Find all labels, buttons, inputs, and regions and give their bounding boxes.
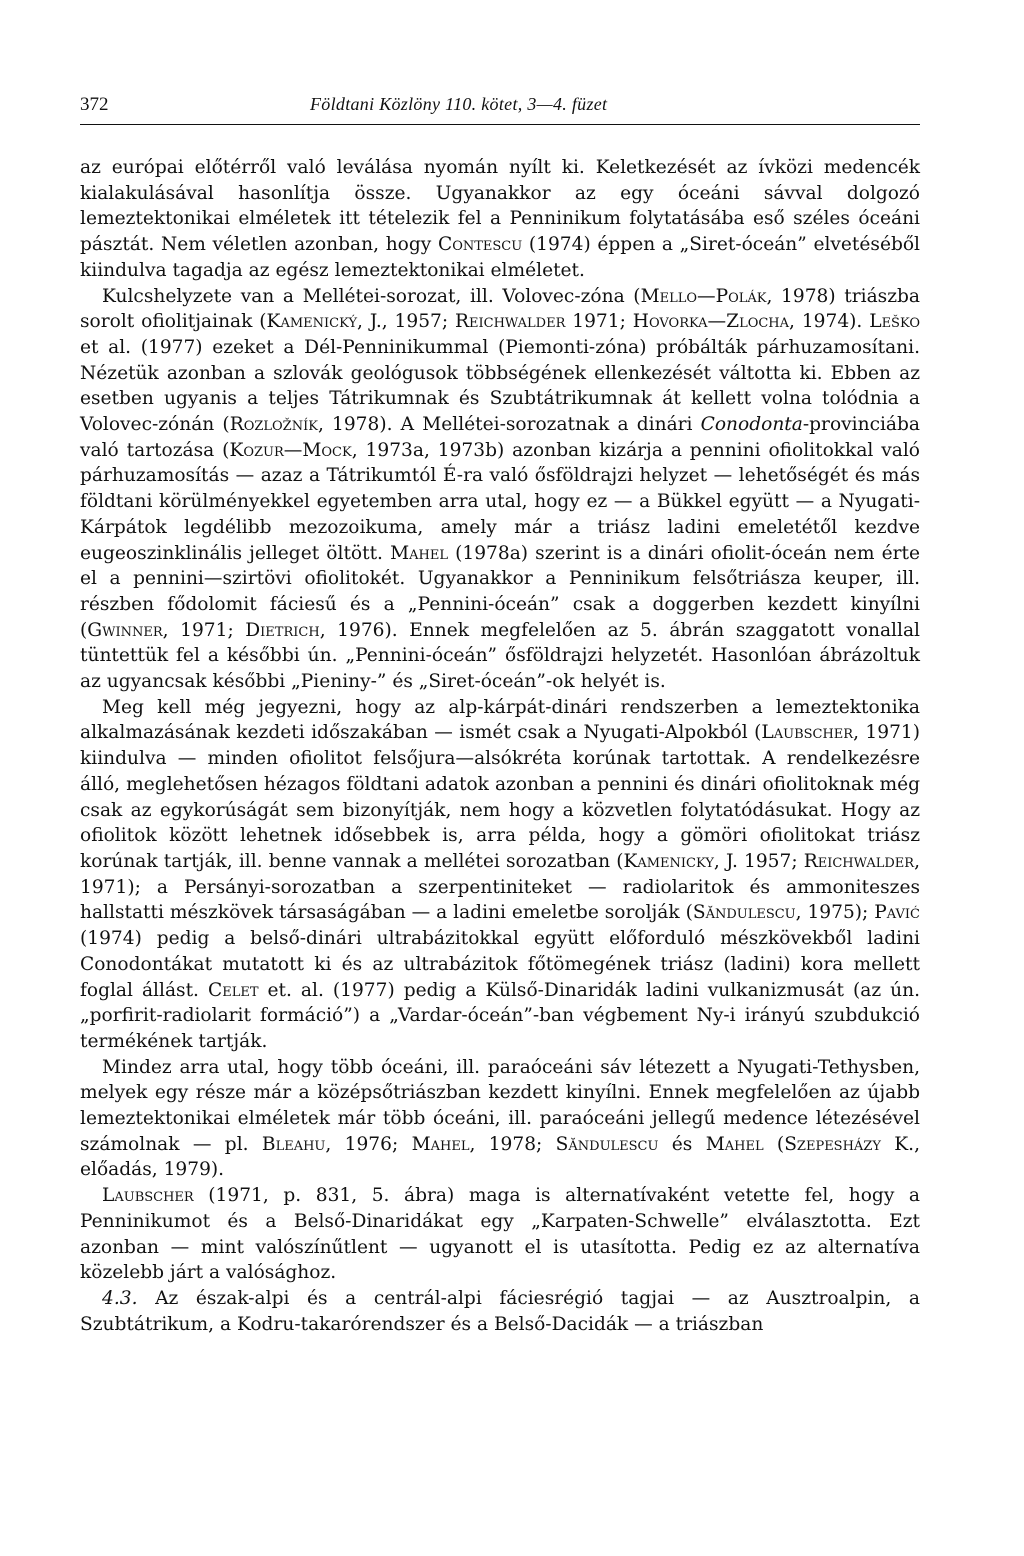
author-name: Szepesházy xyxy=(784,1133,881,1155)
text-run: az európai előtérről való leválása nyomán nyílt ki. Keletkezését az ívközi medencék kialakulásával hasonlítja össze. Ugyanakkor az egy óceáni sávval dolgozó lemeztektonikai elméletek itt tételezik fel a Penninikum folytatásába eső széles óceáni pásztát. Nem véletlen azonban, hogy xyxy=(80,157,920,256)
text-run: , 1976). Ennek megfelelően az 5. ábrán szaggatott vonallal tüntettük fel a későbbi ún. „Pennini-óceán” ősföldrajzi helyzetét. Hasonlóan ábrázoltuk az ugyancsak későbbi „Pieniny-” és „Siret-óceán”-ok helyét is. xyxy=(80,619,920,693)
running-title: Földtani Közlöny 110. kötet, 3—4. füzet xyxy=(310,94,608,114)
author-name: Leško xyxy=(869,311,920,333)
text-run: -provinciába való tartozása ( xyxy=(80,414,921,461)
author-name: Reichwalder xyxy=(803,850,915,872)
author-name: Mello—Polák xyxy=(640,285,767,307)
text-run: K., előadás, 1979). xyxy=(80,1133,920,1181)
author-name: Mahel xyxy=(705,1133,764,1155)
paragraph xyxy=(80,1286,920,1337)
author-name: Mahel xyxy=(390,542,448,564)
paragraph xyxy=(80,1183,920,1286)
page-header xyxy=(80,94,920,124)
body-text xyxy=(80,155,920,1337)
paragraph xyxy=(80,284,920,695)
text-run: (1974) éppen a „Siret-óceán” elvetéséből kiindulva tagadja az egész lemeztektonikai elméletet. xyxy=(80,234,920,281)
author-name: Laubscher xyxy=(761,722,854,744)
text-run: , 1978; xyxy=(469,1133,556,1155)
text-run: Kulcshelyzete van a Mellétei-sorozat, ill. Volovec-zóna ( xyxy=(102,285,641,307)
text-run: ( xyxy=(763,1133,785,1155)
author-name: Hovorka—Zlocha xyxy=(632,311,790,333)
author-name: Bleahu xyxy=(261,1133,326,1155)
paragraph xyxy=(80,1055,920,1184)
text-run: , 1976; xyxy=(325,1133,412,1155)
text-run: Meg kell még jegyezni, hogy az alp-kárpát-dinári rendszerben a lemeztektonika alkalmazásának kezdeti időszakában — ismét csak a Nyugati-Alpokból ( xyxy=(80,696,920,744)
author-name: Kamenicky, J. xyxy=(623,850,738,872)
author-name: Pavić xyxy=(874,902,920,924)
text-run: , 1971; xyxy=(162,619,246,641)
text-run: Az észak-alpi és a centrál-alpi fáciesrégió tagjai — az Ausztroalpin, a Szubtátrikum, a Kodru-takarórendszer és a Belső-Dacidák — a triászban xyxy=(80,1287,920,1335)
text-run: 1957; xyxy=(737,850,804,872)
italic-text: Conodonta xyxy=(700,414,803,436)
text-run: , 1957; xyxy=(381,311,456,333)
author-name: Kozur—Mock xyxy=(229,439,352,461)
text-run: , 1973a, 1973b) azonban kizárja a pennini ofiolitokkal való párhuzamosítás — azaz a Tátrikumtól É-ra való ősföldrajzi helyzet — lehetőségét és más földtani körülményekkel egyetemben arra utal, hogy ez — a Bükkel együtt — a Nyugati-Kárpátok legdélibb mezozoikuma, amely már a triász ladini emeletétől kezdve eugeoszinklinális jelleget öltött. xyxy=(80,439,920,564)
text-run: Mindez arra utal, hogy több óceáni, ill. paraóceáni sáv létezett a Nyugati-Tethysben, melyek egy része már a középsőtriászban kezdett kinyílni. Ennek megfelelően az újabb lemeztektonikai elméletek már több óceáni, ill. paraóceáni jellegű medence létezésével számolnak — pl. xyxy=(80,1056,920,1155)
author-name: Gwinner xyxy=(87,619,163,641)
page-number: 372 xyxy=(80,94,109,115)
author-name: Celet xyxy=(207,979,259,1001)
author-name: Săndulescu xyxy=(692,902,796,924)
paragraph xyxy=(80,155,920,284)
author-name: Contescu xyxy=(437,234,523,256)
text-run: et. al. (1977) pedig a Külső-Dinaridák ladini vulkanizmusát (az ún. „porfirit-radiolarit formáció”) a „Vardar-óceán”-ban végbement Ny-i irányú szubdukció termékének tartják. xyxy=(80,979,920,1052)
text-run: , 1978). A Mellétei-sorozatnak a dinári xyxy=(317,414,701,436)
text-run: (1974) pedig a belső-dinári ultrabázitokkal együtt előforduló mészkövekből ladini Conodontákat mutatott ki és az ultrabázitok főtömegének triász (ladini) kora mellett foglal állást. xyxy=(80,928,920,1001)
text-run: et al. (1977) ezeket a Dél-Penninikummal (Piemonti-zóna) próbálták párhuzamosítani. Nézetük azonban a szlovák geológusok többségének ellenkezését váltotta ki. Ebben az esetben ugyanis a teljes Tátrikumnak és Szubtátrikumnak át kellett volna tolódnia a Volovec-zónán ( xyxy=(80,336,920,436)
text-run: és xyxy=(658,1133,706,1155)
author-name: Rozložník xyxy=(229,414,318,436)
italic-text: 4.3. xyxy=(102,1287,138,1309)
text-run: , 1971) kiindulva — minden ofiolitot felsőjura—alsókréta korúnak tartottak. A rendelkezésre álló, meglehetősen hézagos földtani adatok azonban a pennini és dinári ofiolitoknak még csak az egykorúságát sem bizonyítják, nem hogy a közvetlen folytatódásukat. Hogy az ofiolitok között lehetnek idősebbek is, arra példa, hogy a gömöri ofiolitokat triász korúnak tartják, ill. benne vannak a mellétei sorozatban ( xyxy=(80,722,920,872)
text-run: , 1974). xyxy=(789,311,870,333)
author-name: Kamenický, J. xyxy=(266,311,382,333)
author-name: Laubscher xyxy=(102,1185,194,1207)
author-name: Dietrich xyxy=(245,619,320,641)
author-name: Reichwalder xyxy=(455,311,566,333)
text-run: (1978a) szerint is a dinári ofiolit-óceán nem érte el a pennini—szirtövi ofiolitokét. Ugyanakkor a Penninikum felsőtriásza keuper, ill. részben fődolomit fáciesű és a „Pennini-óceán” csak a doggerben kezdett kinyílni ( xyxy=(80,542,921,641)
text-run: , 1975); xyxy=(795,902,875,924)
paragraph xyxy=(80,695,920,1055)
author-name: Săndulescu xyxy=(555,1133,659,1155)
text-run: , 1978) triászba sorolt ofiolitjainak ( xyxy=(80,285,920,333)
text-run: , 1971); a Persányi-sorozatban a szerpentiniteket — radiolaritok és ammoniteszes hallstatti mészkövek társaságában — a ladini emeletbe sorolják ( xyxy=(80,850,920,924)
text-run: 1971; xyxy=(565,311,633,333)
text-run: (1971, p. 831, 5. ábra) maga is alternatívaként vetette fel, hogy a Penninikumot és a Belső-Dinaridákat egy „Karpaten-Schwelle” elválasztotta. Ezt azonban — mint valószínűtlent — ugyanott el is utasította. Pedig ez az alternatíva közelebb járt a valósághoz. xyxy=(80,1185,920,1284)
header-rule xyxy=(80,124,920,125)
author-name: Mahel xyxy=(411,1133,470,1155)
